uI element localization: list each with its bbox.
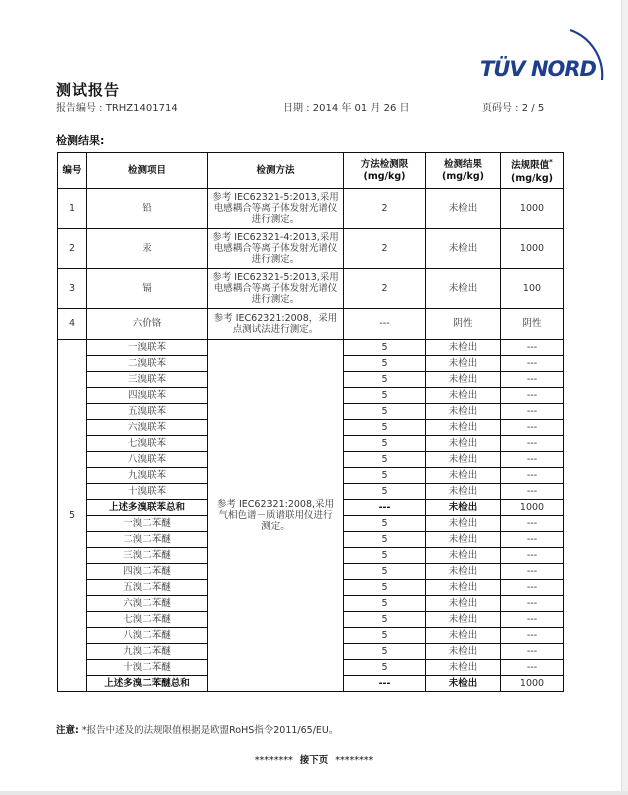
table-row: [58, 189, 564, 229]
cell-item: 七溴联苯: [87, 436, 208, 452]
report-date: 日期 : 2014 年 01 月 26 日: [283, 103, 410, 114]
cell-limit: ---: [501, 580, 564, 596]
cell-item: 九溴二苯醚: [87, 644, 208, 660]
cell-mdl: 5: [344, 516, 426, 532]
cell-limit: ---: [501, 548, 564, 564]
continued-text: 接下页: [299, 755, 329, 766]
cell-method: [208, 189, 344, 229]
cell-result: 未检出: [426, 340, 501, 356]
table-header-row: [58, 153, 564, 189]
cell-limit: 1000: [501, 676, 564, 692]
cell-limit: 100: [501, 269, 564, 309]
header-result: 检测结果 (mg/kg): [426, 153, 501, 189]
cell-result: 未检出: [426, 660, 501, 676]
cell-limit: ---: [501, 452, 564, 468]
cell-result: 未检出: [426, 596, 501, 612]
cell-item: 四溴联苯: [87, 388, 208, 404]
cell-mdl: 5: [344, 436, 426, 452]
cell-item: 镉: [87, 269, 208, 309]
cell-item: 三溴联苯: [87, 372, 208, 388]
cell-result: 未检出: [426, 388, 501, 404]
table-row: [58, 229, 564, 269]
report-number: 报告编号 : TRHZ1401714: [56, 103, 178, 114]
cell-item: 一溴联苯: [87, 340, 208, 356]
cell-result: 未检出: [426, 676, 501, 692]
cell-mdl: 2: [344, 229, 426, 269]
cell-result: 未检出: [426, 436, 501, 452]
cell-item: 十溴联苯: [87, 484, 208, 500]
cell-result: 未检出: [426, 484, 501, 500]
cell-result: 未检出: [426, 356, 501, 372]
cell-mdl: 2: [344, 189, 426, 229]
cell-limit: ---: [501, 660, 564, 676]
cell-result: 未检出: [426, 580, 501, 596]
cell-result: 阴性: [426, 309, 501, 340]
cell-result: 未检出: [426, 189, 501, 229]
cell-mdl: 2: [344, 269, 426, 309]
table-subrow: [58, 340, 564, 356]
page-bottom-edge: [0, 791, 628, 795]
cell-mdl: ---: [344, 676, 426, 692]
cell-no: 3: [58, 269, 87, 309]
cell-result: 未检出: [426, 644, 501, 660]
cell-result: 未检出: [426, 548, 501, 564]
footnote-text: *报告中述及的法规限值根据是欧盟RoHS指令2011/65/EU。: [81, 725, 339, 736]
cell-no: 2: [58, 229, 87, 269]
cell-limit: 阴性: [501, 309, 564, 340]
cell-limit: ---: [501, 612, 564, 628]
cell-mdl: 5: [344, 564, 426, 580]
section-title: 检测结果:: [56, 134, 105, 147]
cell-mdl: 5: [344, 388, 426, 404]
footnote: [56, 722, 338, 736]
cell-limit: ---: [501, 420, 564, 436]
continued-marker: [0, 752, 628, 766]
cell-mdl: 5: [344, 484, 426, 500]
cell-item: 九溴联苯: [87, 468, 208, 484]
cell-limit: ---: [501, 516, 564, 532]
cell-mdl: 5: [344, 452, 426, 468]
cell-mdl: ---: [344, 500, 426, 516]
cell-mdl: 5: [344, 340, 426, 356]
cell-result: 未检出: [426, 516, 501, 532]
cell-item: 上述多溴联苯总和: [87, 500, 208, 516]
header-limit: 法规限值* (mg/kg): [501, 153, 564, 189]
header-item: 检测项目: [87, 153, 208, 189]
tuv-nord-logo: [478, 18, 618, 90]
svg-text:TÜV NORD: TÜV NORD: [480, 57, 596, 81]
cell-limit: 1000: [501, 229, 564, 269]
cell-mdl: 5: [344, 580, 426, 596]
cell-result: 未检出: [426, 420, 501, 436]
cell-mdl: ---: [344, 309, 426, 340]
cell-mdl: 5: [344, 660, 426, 676]
cell-limit: 1000: [501, 500, 564, 516]
cell-item: 五溴二苯醚: [87, 580, 208, 596]
cell-limit: ---: [501, 628, 564, 644]
cell-limit: ---: [501, 356, 564, 372]
cell-mdl: 5: [344, 532, 426, 548]
cell-limit: 1000: [501, 189, 564, 229]
cell-mdl: 5: [344, 372, 426, 388]
cell-item: 八溴二苯醚: [87, 628, 208, 644]
cell-method: [208, 309, 344, 340]
cell-result: 未检出: [426, 372, 501, 388]
cell-item: 五溴联苯: [87, 404, 208, 420]
cell-mdl: 5: [344, 420, 426, 436]
method-text: 参考 IEC62321-5:2013,采用电感耦合等离子体发射光谱仪进行测定。: [212, 272, 339, 305]
cell-result: 未检出: [426, 269, 501, 309]
cell-mdl: 5: [344, 404, 426, 420]
cell-limit: ---: [501, 372, 564, 388]
cell-limit: ---: [501, 564, 564, 580]
cell-result: 未检出: [426, 612, 501, 628]
cell-mdl: 5: [344, 356, 426, 372]
footnote-label: 注意:: [56, 725, 79, 736]
cell-method: [208, 229, 344, 269]
page-number: 页码号 : 2 / 5: [482, 103, 545, 114]
continued-stars-left: ********: [254, 755, 293, 766]
cell-no: 1: [58, 189, 87, 229]
cell-mdl: 5: [344, 548, 426, 564]
header-no: 编号: [58, 153, 87, 189]
cell-item: 六溴联苯: [87, 420, 208, 436]
cell-item: 汞: [87, 229, 208, 269]
continued-stars-right: ********: [335, 755, 374, 766]
cell-limit: ---: [501, 404, 564, 420]
table-row: [58, 269, 564, 309]
cell-item: 铅: [87, 189, 208, 229]
cell-limit: ---: [501, 468, 564, 484]
cell-item: 八溴联苯: [87, 452, 208, 468]
cell-limit: ---: [501, 388, 564, 404]
cell-result: 未检出: [426, 628, 501, 644]
results-table: [57, 152, 564, 692]
page-edge: [621, 0, 628, 795]
cell-mdl: 5: [344, 468, 426, 484]
cell-item: 一溴二苯醚: [87, 516, 208, 532]
method-text: 参考 IEC62321:2008,采用气相色谱－质谱联用仪进行测定。: [216, 499, 335, 532]
cell-item: 六溴二苯醚: [87, 596, 208, 612]
cell-no: 4: [58, 309, 87, 340]
cell-item: 十溴二苯醚: [87, 660, 208, 676]
cell-result: 未检出: [426, 468, 501, 484]
cell-method: [208, 269, 344, 309]
cell-limit: ---: [501, 484, 564, 500]
method-text: 参考 IEC62321:2008，采用点测试法进行测定。: [213, 313, 338, 335]
cell-item: 三溴二苯醚: [87, 548, 208, 564]
cell-result: 未检出: [426, 532, 501, 548]
cell-result: 未检出: [426, 500, 501, 516]
cell-result: 未检出: [426, 564, 501, 580]
cell-item: 二溴联苯: [87, 356, 208, 372]
cell-result: 未检出: [426, 452, 501, 468]
cell-limit: ---: [501, 340, 564, 356]
method-text: 参考 IEC62321-4:2013,采用电感耦合等离子体发射光谱仪进行测定。: [212, 232, 339, 265]
header-mdl: 方法检测限 (mg/kg): [344, 153, 426, 189]
cell-mdl: 5: [344, 596, 426, 612]
document-title: 测试报告: [56, 81, 121, 99]
cell-item: 二溴二苯醚: [87, 532, 208, 548]
method-text: 参考 IEC62321-5:2013,采用电感耦合等离子体发射光谱仪进行测定。: [212, 192, 339, 225]
cell-item: 七溴二苯醚: [87, 612, 208, 628]
cell-no: 5: [58, 340, 87, 692]
cell-item: 六价铬: [87, 309, 208, 340]
header-method: 检测方法: [208, 153, 344, 189]
cell-method: [208, 340, 344, 692]
cell-mdl: 5: [344, 644, 426, 660]
table-row: [58, 309, 564, 340]
cell-limit: ---: [501, 436, 564, 452]
cell-item: 上述多溴二苯醚总和: [87, 676, 208, 692]
cell-result: 未检出: [426, 229, 501, 269]
cell-result: 未检出: [426, 404, 501, 420]
cell-mdl: 5: [344, 612, 426, 628]
cell-limit: ---: [501, 532, 564, 548]
cell-limit: ---: [501, 644, 564, 660]
cell-limit: ---: [501, 596, 564, 612]
cell-mdl: 5: [344, 628, 426, 644]
cell-item: 四溴二苯醚: [87, 564, 208, 580]
